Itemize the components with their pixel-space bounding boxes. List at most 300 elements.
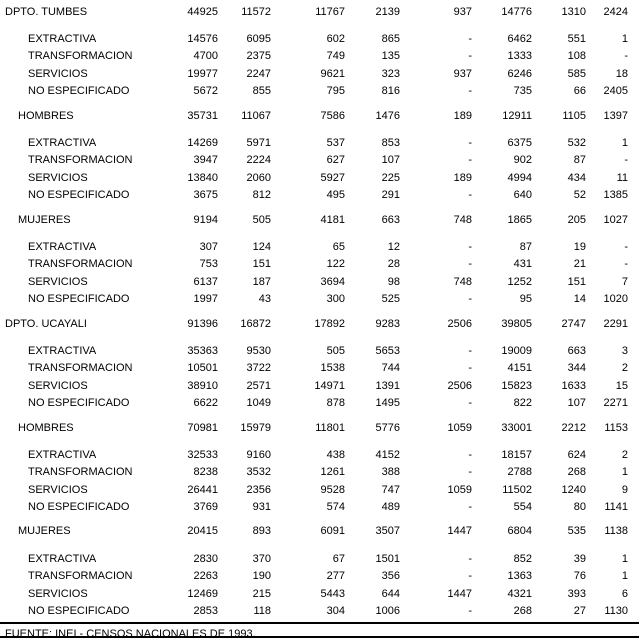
cell-value: 12911 [502,109,532,122]
cell-value: 1633 [561,379,586,392]
cell-value: 748 [453,275,472,288]
cell-value: 1 [621,570,628,583]
cell-value: 16872 [240,317,271,330]
cell-value: 15 [615,379,628,392]
cell-value: 17892 [314,317,345,330]
cell-value: 135 [381,50,400,63]
cell-value: 38910 [187,379,218,392]
cell-value: 1049 [246,397,271,410]
cell-value: 602 [326,33,345,46]
table-row [0,498,639,515]
cell-value: 323 [381,67,400,80]
cell-value: 1153 [604,421,628,434]
cell-value: 1363 [507,570,532,583]
cell-value: 66 [573,85,586,98]
cell-value: 19 [573,240,586,253]
cell-value: 852 [513,552,532,565]
cell-value: 28 [387,258,400,271]
cell-value: 753 [199,258,218,271]
cell-value: 812 [252,189,271,202]
cell-value: 3675 [193,189,218,202]
cell-value: 1059 [447,421,472,434]
cell-value: 795 [326,85,345,98]
cell-value: - [624,240,628,253]
cell-value: 1059 [447,483,472,496]
cell-value: 663 [567,344,586,357]
cell-value: 2405 [603,85,628,98]
row-label: TRANSFORMACION [28,570,133,583]
cell-value: 1027 [603,213,628,226]
cell-value: 431 [513,258,532,271]
cell-value: 11067 [241,109,271,122]
cell-value: 2 [621,362,628,375]
row-label: EXTRACTIVA [28,137,97,150]
table-row [0,256,639,273]
cell-value: 2506 [447,317,472,330]
row-label: TRANSFORMACION [28,154,133,167]
cell-value: 2060 [246,171,271,184]
table-row [0,464,639,481]
cell-value: 438 [326,448,345,461]
table-row [0,169,639,186]
cell-value: 1 [621,552,628,565]
table-row [0,523,639,540]
table-row [0,65,639,82]
cell-value: 20415 [187,525,218,538]
cell-value: - [624,154,628,167]
row-label: TRANSFORMACION [28,50,133,63]
cell-value: 744 [381,362,400,375]
cell-value: - [468,137,472,150]
cell-value: 19009 [501,344,532,357]
cell-value: 87 [519,240,532,253]
cell-value: 5653 [375,344,400,357]
cell-value: 3722 [246,362,271,375]
cell-value: 3947 [193,154,218,167]
cell-value: 268 [513,605,532,618]
cell-value: 291 [381,189,400,202]
cell-value: 1252 [507,275,532,288]
cell-value: 1 [621,137,628,150]
cell-value: 9 [621,483,628,496]
cell-value: - [468,189,472,202]
cell-value: 1020 [603,293,628,306]
table-row [0,273,639,290]
cell-value: 76 [573,570,586,583]
cell-value: 70981 [187,421,218,434]
cell-value: 6804 [507,525,532,538]
cell-value: 2506 [447,379,472,392]
cell-value: 937 [453,67,472,80]
cell-value: 80 [573,501,586,514]
cell-value: 640 [513,189,532,202]
cell-value: - [468,570,472,583]
row-label: NO ESPECIFICADO [28,85,130,98]
row-label: NO ESPECIFICADO [28,189,130,202]
cell-value: 9530 [246,344,271,357]
cell-value: 1 [621,33,628,46]
cell-value: 2291 [603,317,628,330]
cell-value: 215 [252,587,271,600]
cell-value: - [468,293,472,306]
cell-value: 189 [453,109,472,122]
row-label: SERVICIOS [28,171,88,184]
cell-value: 18157 [501,448,532,461]
cell-value: 18 [615,67,628,80]
cell-value: 4994 [507,171,532,184]
cell-value: 2747 [561,317,586,330]
row-label: TRANSFORMACION [28,258,133,271]
cell-value: 525 [381,293,400,306]
cell-value: 749 [326,50,345,63]
cell-value: 11 [616,171,628,184]
cell-value: 151 [252,258,271,271]
cell-value: 1397 [603,109,628,122]
row-label: NO ESPECIFICADO [28,397,130,410]
cell-value: 95 [519,293,532,306]
cell-value: 9528 [320,483,345,496]
cell-value: 1447 [447,587,472,600]
cell-value: 865 [381,33,400,46]
cell-value: 44925 [187,5,218,18]
cell-value: 2139 [375,5,400,18]
cell-value: 1105 [562,109,586,122]
table-row [0,342,639,359]
cell-value: 370 [252,552,271,565]
cell-value: 11767 [315,5,345,18]
cell-value: 1261 [320,466,345,479]
cell-value: 1391 [375,379,400,392]
row-label: NO ESPECIFICADO [28,293,130,306]
cell-value: 9621 [320,67,345,80]
cell-value: 663 [381,213,400,226]
cell-value: 535 [567,525,586,538]
cell-value: 118 [253,605,271,618]
cell-value: - [468,501,472,514]
cell-value: 1240 [561,483,586,496]
cell-value: 6622 [193,397,218,410]
cell-value: 9194 [193,213,218,226]
cell-value: 15823 [501,379,532,392]
row-label: EXTRACTIVA [28,448,97,461]
cell-value: 2356 [246,483,271,496]
row-label: EXTRACTIVA [28,240,97,253]
cell-value: 307 [199,240,218,253]
cell-value: 27 [573,605,586,618]
cell-value: 21 [573,258,586,271]
cell-value: 6462 [507,33,532,46]
cell-value: 14 [573,293,586,306]
cell-value: 931 [252,501,271,514]
cell-value: - [468,33,472,46]
cell-value: 6095 [246,33,271,46]
cell-value: 1385 [603,189,628,202]
cell-value: 225 [381,171,400,184]
table-row [0,83,639,100]
row-label: NO ESPECIFICADO [28,605,130,618]
cell-value: 122 [326,258,345,271]
table-row [0,481,639,498]
cell-value: 4151 [507,362,532,375]
row-label: SERVICIOS [28,67,88,80]
cell-value: 14269 [187,137,218,150]
cell-value: 1997 [193,293,218,306]
row-label: SERVICIOS [28,379,88,392]
cell-value: 574 [326,501,345,514]
cell-value: 434 [567,171,586,184]
cell-value: - [468,344,472,357]
cell-value: 5927 [320,171,345,184]
cell-value: 822 [513,397,532,410]
cell-value: 15979 [240,421,271,434]
row-label: HOMBRES [18,109,74,122]
cell-value: 1538 [320,362,345,375]
cell-value: - [624,258,628,271]
cell-value: 6375 [507,137,532,150]
cell-value: - [468,85,472,98]
cell-value: 1495 [375,397,400,410]
cell-value: 627 [326,154,345,167]
cell-value: 393 [567,587,586,600]
cell-value: 893 [252,525,271,538]
table-row [0,446,639,463]
cell-value: 537 [326,137,345,150]
cell-value: 107 [381,154,400,167]
cell-value: 19977 [187,67,218,80]
cell-value: 853 [381,137,400,150]
cell-value: 878 [326,397,345,410]
cell-value: 277 [326,570,345,583]
cell-value: - [468,605,472,618]
cell-value: 7586 [320,109,345,122]
cell-value: 187 [252,275,271,288]
cell-value: 35731 [187,109,218,122]
row-label: NO ESPECIFICADO [28,501,130,514]
cell-value: 855 [252,85,271,98]
table-row [0,568,639,585]
row-label: TRANSFORMACION [28,362,133,375]
cell-value: 2424 [603,5,628,18]
cell-value: 4700 [193,50,218,63]
cell-value: 9160 [246,448,271,461]
table-row [0,48,639,65]
cell-value: 2224 [246,154,271,167]
cell-value: 3769 [193,501,218,514]
cell-value: 7 [621,275,628,288]
cell-value: 1476 [375,109,400,122]
cell-value: 26441 [187,483,218,496]
cell-value: 3507 [375,525,400,538]
cell-value: 2788 [507,466,532,479]
cell-value: 11801 [315,421,345,434]
cell-value: 6 [621,587,628,600]
cell-value: - [468,448,472,461]
cell-value: 6091 [320,525,345,538]
cell-value: - [624,50,628,63]
cell-value: 8238 [193,466,218,479]
cell-value: 12469 [187,587,218,600]
cell-value: 388 [381,466,400,479]
cell-value: 489 [381,501,400,514]
table-row [0,419,639,436]
table-row [0,134,639,151]
table-row [0,107,639,124]
cell-value: 107 [567,397,586,410]
cell-value: 108 [567,50,586,63]
cell-value: 268 [567,466,586,479]
row-label: EXTRACTIVA [28,33,97,46]
cell-value: 551 [567,33,586,46]
row-label: SERVICIOS [28,587,88,600]
cell-value: 300 [326,293,345,306]
cell-value: 124 [252,240,271,253]
cell-value: 1141 [604,501,628,514]
cell-value: 9283 [375,317,400,330]
cell-value: 495 [326,189,345,202]
cell-value: 10501 [187,362,218,375]
cell-value: 735 [513,85,532,98]
cell-value: 2247 [246,67,271,80]
cell-value: 2830 [193,552,218,565]
cell-value: 1 [621,466,628,479]
table-row [0,238,639,255]
table-row [0,315,639,332]
cell-value: 13840 [187,171,218,184]
cell-value: 14776 [501,5,532,18]
cell-value: 554 [513,501,532,514]
cell-value: 1006 [375,605,400,618]
cell-value: 3 [621,344,628,357]
cell-value: 344 [567,362,586,375]
cell-value: 2853 [193,605,218,618]
table-row [0,602,639,619]
cell-value: 39 [573,552,586,565]
cell-value: 747 [381,483,400,496]
table-row [0,377,639,394]
cell-value: 205 [567,213,586,226]
cell-value: - [468,50,472,63]
cell-value: 1447 [447,525,472,538]
cell-value: 816 [381,85,400,98]
cell-value: 505 [326,344,345,357]
cell-value: 644 [381,587,400,600]
cell-value: 748 [453,213,472,226]
row-label: EXTRACTIVA [28,552,97,565]
cell-value: 304 [326,605,345,618]
table-row [0,30,639,47]
cell-value: 87 [573,154,586,167]
cell-value: 35363 [187,344,218,357]
cell-value: 189 [453,171,472,184]
table-row [0,360,639,377]
row-label: TRANSFORMACION [28,466,133,479]
cell-value: 1333 [507,50,532,63]
cell-value: - [468,240,472,253]
cell-value: 14971 [314,379,345,392]
row-label: SERVICIOS [28,483,88,496]
row-label: EXTRACTIVA [28,344,97,357]
cell-value: 624 [567,448,586,461]
cell-value: - [468,466,472,479]
cell-value: 5971 [246,137,271,150]
cell-value: 3694 [320,275,345,288]
cell-value: 14576 [187,33,218,46]
cell-value: 2212 [561,421,586,434]
row-label: SERVICIOS [28,275,88,288]
row-label: DPTO. TUMBES [5,5,88,18]
cell-value: - [468,552,472,565]
cell-value: 2375 [246,50,271,63]
cell-value: 5776 [375,421,400,434]
cell-value: 67 [332,552,345,565]
cell-value: 91396 [187,317,218,330]
cell-value: 65 [332,240,345,253]
cell-value: - [468,397,472,410]
cell-value: 1130 [604,605,628,618]
cell-value: 902 [513,154,532,167]
cell-value: - [468,362,472,375]
cell-value: 33001 [501,421,532,434]
row-label: HOMBRES [18,421,74,434]
cell-value: 6246 [507,67,532,80]
table-row [0,187,639,204]
cell-value: 4152 [375,448,400,461]
cell-value: 2263 [193,570,218,583]
table-row [0,152,639,169]
row-label: DPTO. UCAYALI [5,317,87,330]
row-label: MUJERES [18,213,71,226]
cell-value: 1310 [561,5,586,18]
cell-value: 505 [252,213,271,226]
cell-value: 2 [621,448,628,461]
cell-value: 52 [573,189,586,202]
cell-value: 356 [381,570,400,583]
table-row [0,550,639,567]
cell-value: 11572 [241,5,271,18]
cell-value: 32533 [187,448,218,461]
cell-value: 5672 [193,85,218,98]
table-row [0,3,639,20]
cell-value: 98 [387,275,400,288]
cell-value: 2271 [603,397,628,410]
cell-value: 1138 [604,525,628,538]
cell-value: 6137 [193,275,218,288]
source-note: FUENTE: INEI - CENSOS NACIONALES DE 1993. [5,627,256,638]
cell-value: 1501 [375,552,400,565]
cell-value: 3532 [246,466,271,479]
cell-value: 1865 [507,213,532,226]
row-label: MUJERES [18,525,71,538]
cell-value: 2571 [246,379,271,392]
cell-value: 43 [258,293,271,306]
cell-value: 12 [387,240,400,253]
table-row [0,394,639,411]
cell-value: 4181 [320,213,345,226]
cell-value: 151 [567,275,586,288]
table-row [0,211,639,228]
cell-value: 5443 [320,587,345,600]
cell-value: 585 [567,67,586,80]
cell-value: 937 [453,5,472,18]
table-row [0,585,639,602]
table-row [0,290,639,307]
cell-value: 532 [567,137,586,150]
cell-value: - [468,154,472,167]
cell-value: 190 [252,570,271,583]
cell-value: 39805 [501,317,532,330]
cell-value: - [468,258,472,271]
cell-value: 11502 [502,483,532,496]
